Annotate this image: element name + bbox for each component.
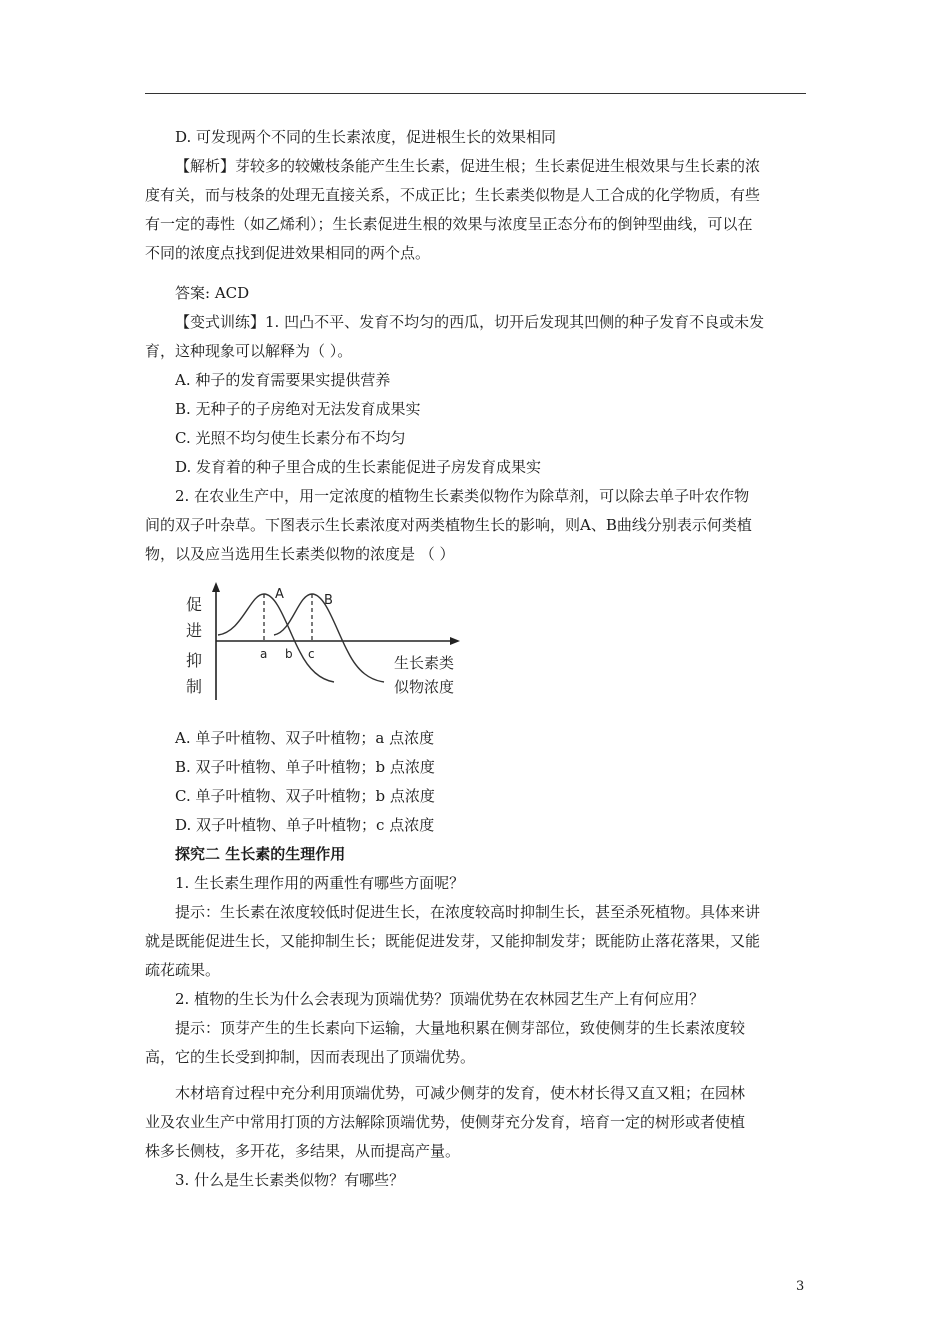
auxin-concentration-figure <box>182 580 472 705</box>
topic2-q3: 3. 什么是生长素类似物？有哪些？ <box>175 1171 405 1189</box>
analysis-line-2: 度有关，而与枝条的处理无直接关系，不成正比；生长素类似物是人工合成的化学物质，有些 <box>145 186 761 204</box>
point-c-label: c <box>308 647 315 661</box>
topic2-q1-hint-2: 就是既能促进生长，又能抑制生长；既能促进发芽，又能抑制发芽；既能防止落花落果，又能 <box>145 932 761 950</box>
topic2-q2-para-3: 株多长侧枝，多开花，多结果，从而提高产量。 <box>145 1142 461 1160</box>
variant-q1-line-1: 【变式训练】1. 凹凸不平、发育不均匀的西瓜，切开后发现其凹侧的种子发育不良或未发 <box>175 313 765 331</box>
topic2-q2-para-2: 业及农业生产中常用打顶的方法解除顶端优势，使侧芽充分发育，培育一定的树形或者使植 <box>145 1113 746 1131</box>
curve-b-label: B <box>324 593 333 608</box>
topic2-q1-hint-1: 提示：生长素在浓度较低时促进生长，在浓度较高时抑制生长，甚至杀死植物。具体来讲 <box>175 903 761 921</box>
section-heading: 探究二 生长素的生理作用 <box>175 845 346 863</box>
q2-line-2: 间的双子叶杂草。下图表示生长素浓度对两类植物生长的影响，则A、B曲线分别表示何类植 <box>145 516 752 534</box>
x-label-line-2: 似物浓度 <box>394 678 455 696</box>
header-rule <box>145 93 806 94</box>
topic2-q1: 1. 生长素生理作用的两重性有哪些方面呢？ <box>175 874 465 892</box>
y-label-promote-2: 进 <box>186 621 203 640</box>
curve-a <box>218 594 334 682</box>
q2-line-3: 物，以及应当选用生长素类似物的浓度是 （ ） <box>145 545 455 563</box>
y-label-inhibit-1: 抑 <box>186 651 203 670</box>
q2-option-b: B. 双子叶植物、单子叶植物；b 点浓度 <box>175 758 435 776</box>
answer-line: 答案: ACD <box>175 284 250 302</box>
x-label-line-1: 生长素类 <box>394 654 455 672</box>
option-d-line: D. 可发现两个不同的生长素浓度，促进根生长的效果相同 <box>175 128 557 146</box>
topic2-q1-hint-3: 疏花疏果。 <box>145 961 221 979</box>
topic2-q2-hint-2: 高，它的生长受到抑制，因而表现出了顶端优势。 <box>145 1048 476 1066</box>
q1-option-b: B. 无种子的子房绝对无法发育成果实 <box>175 400 421 418</box>
page-number: 3 <box>796 1279 805 1294</box>
analysis-line-3: 有一定的毒性（如乙烯利）；生长素促进生根的效果与浓度呈正态分布的倒钟型曲线，可以在 <box>145 215 753 233</box>
y-axis-arrow <box>212 582 220 592</box>
q1-option-a: A. 种子的发育需要果实提供营养 <box>175 371 391 389</box>
q1-option-d: D. 发育着的种子里合成的生长素能促进子房发育成果实 <box>175 458 542 476</box>
point-a-label: a <box>260 647 268 661</box>
q2-option-a: A. 单子叶植物、双子叶植物；a 点浓度 <box>175 729 435 747</box>
x-axis-arrow <box>450 637 460 645</box>
topic2-q2-para-1: 木材培育过程中充分利用顶端优势，可减少侧芽的发育，使木材长得又直又粗；在园林 <box>175 1084 746 1102</box>
y-label-promote-1: 促 <box>186 595 203 614</box>
q2-option-c: C. 单子叶植物、双子叶植物；b 点浓度 <box>175 787 435 805</box>
variant-q1-line-2: 育，这种现象可以解释为（ ）。 <box>145 342 353 360</box>
q1-option-c: C. 光照不均匀使生长素分布不均匀 <box>175 429 406 447</box>
y-label-inhibit-2: 制 <box>186 677 203 696</box>
analysis-line-1: 【解析】芽较多的较嫩枝条能产生生长素，促进生根；生长素促进生根效果与生长素的浓 <box>175 157 761 175</box>
analysis-line-4: 不同的浓度点找到促进效果相同的两个点。 <box>145 244 431 262</box>
q2-option-d: D. 双子叶植物、单子叶植物；c 点浓度 <box>175 816 435 834</box>
point-b-label: b <box>285 647 293 661</box>
topic2-q2: 2. 植物的生长为什么会表现为顶端优势？顶端优势在农林园艺生产上有何应用？ <box>175 990 705 1008</box>
topic2-q2-hint-1: 提示：顶芽产生的生长素向下运输，大量地积累在侧芽部位，致使侧芽的生长素浓度较 <box>175 1019 746 1037</box>
q2-line-1: 2. 在农业生产中，用一定浓度的植物生长素类似物作为除草剂，可以除去单子叶农作物 <box>175 487 750 505</box>
curve-a-label: A <box>275 587 284 602</box>
